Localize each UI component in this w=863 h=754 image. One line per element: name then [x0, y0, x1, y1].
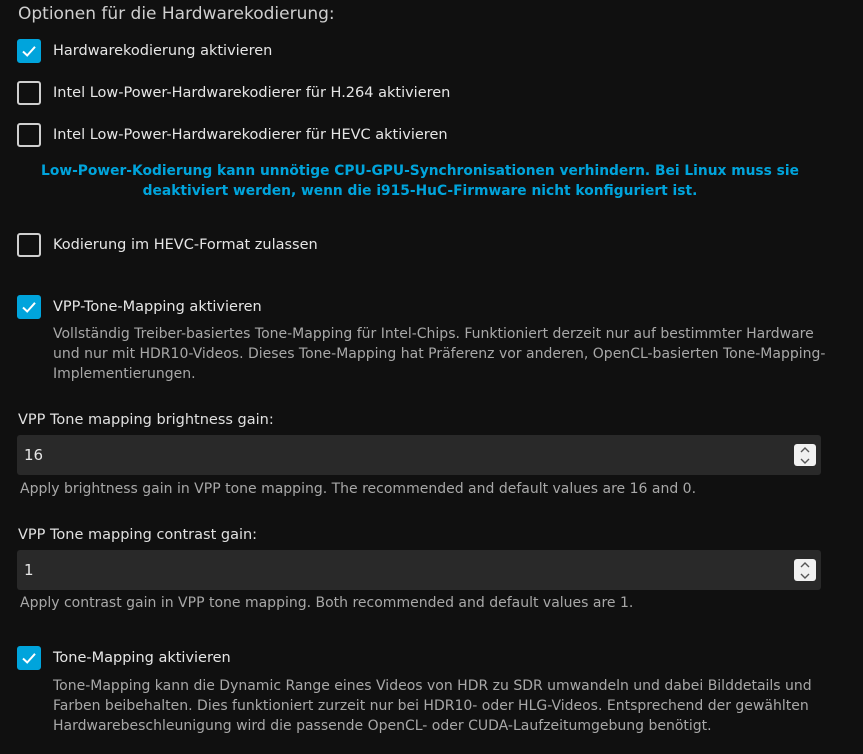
brightness-gain-label: VPP Tone mapping brightness gain:	[18, 412, 274, 428]
contrast-increment-button[interactable]	[794, 559, 816, 570]
contrast-gain-spinner[interactable]	[794, 559, 816, 581]
chevron-up-icon	[800, 447, 810, 453]
contrast-gain-label: VPP Tone mapping contrast gain:	[18, 527, 258, 543]
checkmark-icon	[20, 649, 38, 667]
brightness-gain-input[interactable]	[17, 435, 794, 475]
tonemap-description: Tone-Mapping kann die Dynamic Range eines Videos von HDR zu SDR umwandeln und dabei Bilddetails und Farben beibehalten. Dies funktioniert zurzeit nur bei HDR10- oder HLG-Videos. Entsprechend der gewählten Hardwarebeschleunigung wird die passende OpenCL- oder CUDA-Laufzeitumgebung benötigt.	[53, 678, 812, 734]
allow-hevc-label: Kodierung im HEVC-Format zulassen	[53, 237, 318, 253]
allow-hevc-checkbox[interactable]	[17, 233, 41, 257]
vpp-tonemap-checkbox[interactable]	[17, 295, 41, 319]
lp-h264-label: Intel Low-Power-Hardwarekodierer für H.264 aktivieren	[53, 85, 451, 101]
tonemap-checkbox[interactable]	[17, 646, 41, 670]
allow-hevc-checkbox-row[interactable]	[17, 233, 318, 257]
contrast-decrement-button[interactable]	[794, 570, 816, 581]
low-power-notice: Low-Power-Kodierung kann unnötige CPU-GPU-Synchronisationen verhindern. Bei Linux muss sie deaktiviert werden, wenn die i915-HuC-Firmware nicht konfiguriert ist.	[41, 163, 799, 199]
lp-hevc-checkbox-row[interactable]	[17, 123, 448, 147]
brightness-increment-button[interactable]	[794, 444, 816, 455]
contrast-gain-description: Apply contrast gain in VPP tone mapping. Both recommended and default values are 1.	[20, 595, 634, 611]
contrast-gain-field	[17, 550, 821, 590]
lp-h264-checkbox[interactable]	[17, 81, 41, 105]
chevron-up-icon	[800, 562, 810, 568]
vpp-tonemap-label: VPP-Tone-Mapping aktivieren	[53, 299, 262, 315]
lp-hevc-label: Intel Low-Power-Hardwarekodierer für HEVC aktivieren	[53, 127, 448, 143]
brightness-gain-field	[17, 435, 821, 475]
chevron-down-icon	[800, 573, 810, 579]
hw-encoding-checkbox-row[interactable]	[17, 39, 272, 63]
brightness-gain-spinner[interactable]	[794, 444, 816, 466]
tonemap-checkbox-row[interactable]	[17, 646, 231, 670]
hw-encoding-label: Hardwarekodierung aktivieren	[53, 43, 273, 59]
brightness-gain-description: Apply brightness gain in VPP tone mapping. The recommended and default values are 16 and 0.	[20, 481, 697, 497]
brightness-decrement-button[interactable]	[794, 455, 816, 466]
hw-encoding-checkbox[interactable]	[17, 39, 41, 63]
checkmark-icon	[20, 42, 38, 60]
vpp-tonemap-description: Vollständig Treiber-basiertes Tone-Mapping für Intel-Chips. Funktioniert derzeit nur auf bestimmter Hardware und nur mit HDR10-Videos. Dieses Tone-Mapping hat Präferenz vor anderen, OpenCL-basierten Tone-Mapping-Implementierungen.	[53, 326, 826, 382]
contrast-gain-input[interactable]	[17, 550, 794, 590]
lp-hevc-checkbox[interactable]	[17, 123, 41, 147]
checkmark-icon	[20, 298, 38, 316]
lp-h264-checkbox-row[interactable]	[17, 81, 450, 105]
chevron-down-icon	[800, 458, 810, 464]
tonemap-label: Tone-Mapping aktivieren	[53, 650, 231, 666]
vpp-tonemap-checkbox-row[interactable]	[17, 295, 262, 319]
section-title: Optionen für die Hardwarekodierung:	[18, 4, 335, 24]
